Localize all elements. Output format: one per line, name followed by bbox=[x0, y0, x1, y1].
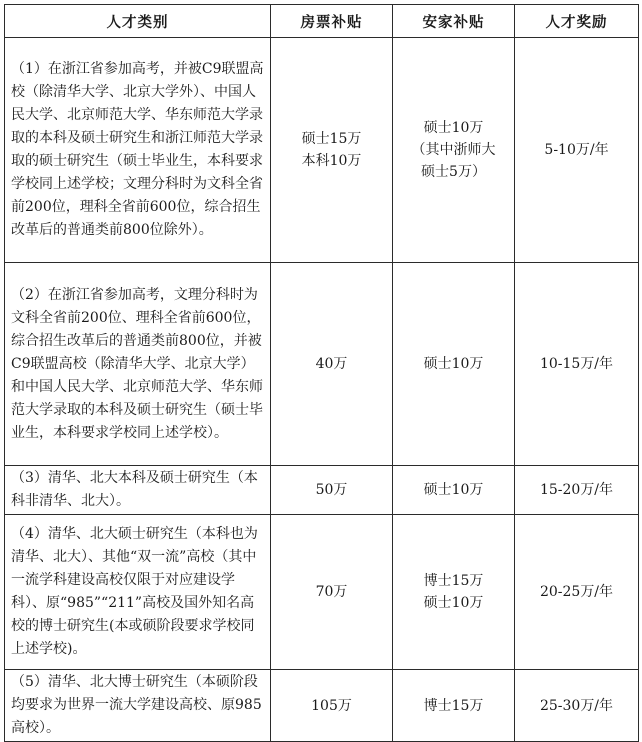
table-row bbox=[5, 38, 639, 263]
talent-subsidy-document bbox=[4, 4, 638, 742]
category-cell: （2）在浙江省参加高考，文理分科时为文科全省前200位、理科全省前600位，综合招生改革后的普通类前800位，并被C9联盟高校（除清华大学、北京大学）和中国人民大学、北京师范大学、华东师范大学录取的本科及硕士研究生（硕士毕业生，本科要求学校同上述学校）。 bbox=[5, 263, 271, 466]
settlement-cell bbox=[393, 38, 515, 263]
table-row bbox=[5, 466, 639, 515]
settlement-value: （其中浙师大 bbox=[411, 142, 496, 158]
settlement-cell bbox=[393, 263, 515, 466]
housing-cell bbox=[271, 38, 393, 263]
category-cell: （4）清华、北大硕士研究生（本科也为清华、北大）、其他“双一流”高校（其中一流学科建设高校仅限于对应建设学科）、原“985”“211”高校及国外知名高校的博士研究生(本或硕阶段要求学校同上述学校)。 bbox=[5, 515, 271, 670]
housing-cell bbox=[271, 263, 393, 466]
settlement-value: 硕士10万 bbox=[423, 356, 484, 372]
reward-cell: 5-10万/年 bbox=[515, 38, 639, 263]
category-cell: （3）清华、北大本科及硕士研究生（本科非清华、北大）。 bbox=[5, 466, 271, 515]
table-row bbox=[5, 515, 639, 670]
header-category: 人才类别 bbox=[5, 5, 271, 38]
housing-cell bbox=[271, 515, 393, 670]
header-talent-reward: 人才奖励 bbox=[515, 5, 639, 38]
table-header-row bbox=[5, 5, 639, 38]
housing-value: 105万 bbox=[311, 697, 352, 714]
settlement-value: 硕士5万） bbox=[421, 164, 486, 180]
talent-subsidy-table bbox=[4, 4, 639, 742]
settlement-value: 博士15万 bbox=[423, 697, 484, 714]
settlement-cell bbox=[393, 515, 515, 670]
table-row bbox=[5, 670, 639, 742]
category-cell: （5）清华、北大博士研究生（本硕阶段均要求为世界一流大学建设高校、原985高校）。 bbox=[5, 670, 271, 742]
reward-cell: 15-20万/年 bbox=[515, 466, 639, 515]
reward-cell: 25-30万/年 bbox=[515, 670, 639, 742]
housing-value: 硕士15万 bbox=[301, 131, 362, 147]
settlement-value: 硕士10万 bbox=[423, 120, 484, 136]
settlement-value: 博士15万 bbox=[423, 573, 484, 589]
housing-cell bbox=[271, 670, 393, 742]
header-housing-subsidy: 房票补贴 bbox=[271, 5, 393, 38]
table-row bbox=[5, 263, 639, 466]
header-settlement-subsidy: 安家补贴 bbox=[393, 5, 515, 38]
housing-value: 40万 bbox=[315, 356, 348, 372]
housing-value: 本科10万 bbox=[301, 153, 362, 169]
settlement-value: 硕士10万 bbox=[423, 482, 484, 498]
settlement-cell bbox=[393, 670, 515, 742]
settlement-value: 硕士10万 bbox=[423, 595, 484, 611]
settlement-cell bbox=[393, 466, 515, 515]
category-cell: （1）在浙江省参加高考，并被C9联盟高校（除清华大学、北京大学外）、中国人民大学、北京师范大学、华东师范大学录取的本科及硕士研究生和浙江师范大学录取的硕士研究生（硕士毕业生，本科要求学校同上述学校；文理分科时为文科全省前200位，理科全省前600位，综合招生改革后的普通类前800位除外）。 bbox=[5, 38, 271, 263]
housing-value: 50万 bbox=[315, 482, 348, 498]
housing-cell bbox=[271, 466, 393, 515]
housing-value: 70万 bbox=[315, 584, 348, 600]
reward-cell: 10-15万/年 bbox=[515, 263, 639, 466]
reward-cell: 20-25万/年 bbox=[515, 515, 639, 670]
